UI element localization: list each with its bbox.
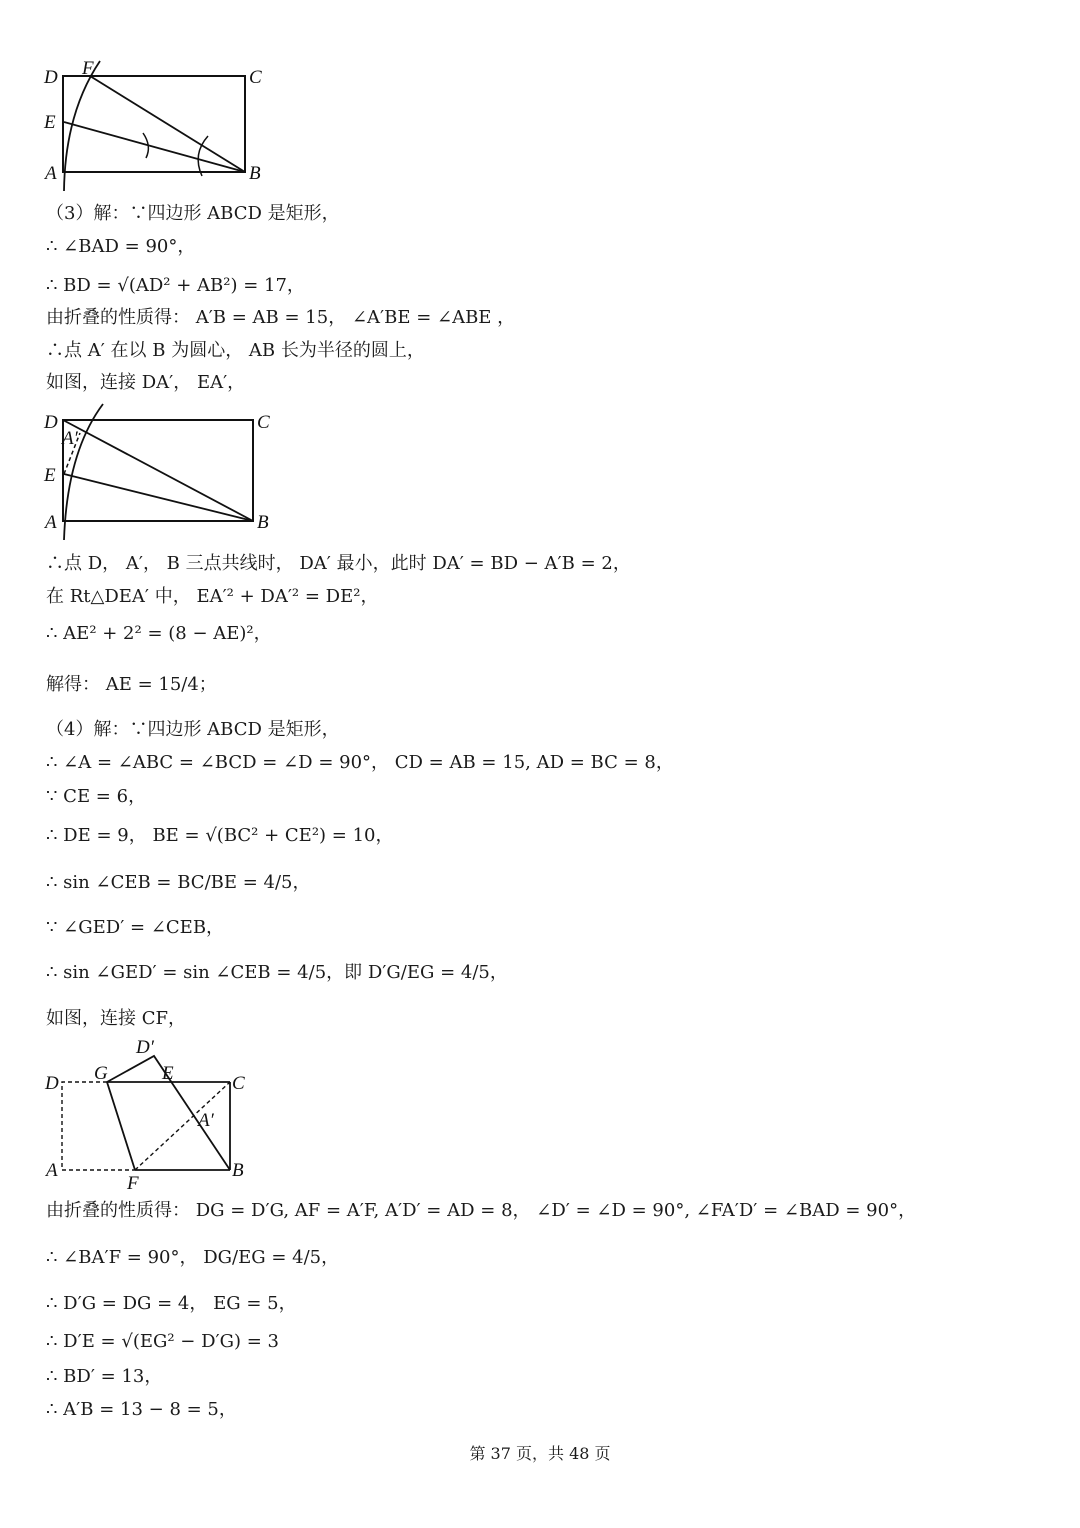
label-c: C <box>232 1073 245 1094</box>
label-a: A <box>45 163 57 184</box>
solution-line: ∴ D′G = DG = 4， EG = 5， <box>46 1293 297 1314</box>
label-f: F <box>82 58 94 79</box>
solution-line: ∵ ∠GED′ = ∠CEB， <box>46 917 225 938</box>
solution-line: ∴ sin ∠CEB = BC/BE = 4/5， <box>46 872 311 893</box>
label-g: G <box>94 1063 108 1084</box>
solution-line: ∴ sin ∠GED′ = sin ∠CEB = 4/5，即 D′G/EG = 4/5， <box>46 962 508 983</box>
label-b: B <box>257 512 269 533</box>
label-e: E <box>162 1063 174 1084</box>
label-d: D <box>44 412 58 433</box>
label-b: B <box>232 1160 244 1181</box>
label-f: F <box>127 1173 139 1194</box>
figure-2-svg <box>40 402 280 537</box>
solution-line: ∴点 A′ 在以 B 为圆心， AB 长为半径的圆上， <box>46 340 425 361</box>
solution-line: ∴ ∠BAD = 90°， <box>46 236 196 257</box>
label-d: D <box>44 67 58 88</box>
arc-mark-2 <box>198 136 208 176</box>
solution-line: ∴ BD = √(AD² + AB²) = 17， <box>46 275 305 296</box>
solution-line: ∴ DE = 9， BE = √(BC² + CE²) = 10， <box>46 825 394 846</box>
solution-line: 解得： AE = 15/4； <box>46 674 217 695</box>
figure-3-svg <box>40 1036 260 1196</box>
segment-eb <box>64 474 253 521</box>
solution-line: ∴ ∠BA′F = 90°， DG/EG = 4/5， <box>46 1247 340 1268</box>
page-footer: 第 37 页，共 48 页 <box>469 1444 611 1463</box>
label-a: A <box>46 1160 58 1181</box>
segment-eb <box>64 122 245 172</box>
solution-line: （3）解：∵四边形 ABCD 是矩形， <box>46 203 340 224</box>
figure-1-svg <box>40 58 280 193</box>
solution-line: ∴ BD′ = 13， <box>46 1366 163 1387</box>
solution-line: 由折叠的性质得： DG = D′G, AF = A′F, A′D′ = AD = 8， ∠D′ = ∠D = 90°, ∠FA′D′ = ∠BAD = 90°， <box>46 1200 917 1221</box>
label-e: E <box>44 465 56 486</box>
segment-fb <box>90 76 245 172</box>
solution-line: ∴ A′B = 13 − 8 = 5， <box>46 1399 237 1420</box>
segment-db <box>63 420 253 521</box>
label-a-prime: A′ <box>62 428 78 449</box>
solution-line: ∴ ∠A = ∠ABC = ∠BCD = ∠D = 90°， CD = AB = 15, AD = BC = 8， <box>46 752 674 773</box>
label-b: B <box>249 163 261 184</box>
rect-abcd <box>63 76 245 172</box>
original-rect-dashed <box>62 1082 135 1170</box>
label-e: E <box>44 112 56 133</box>
label-d-prime: D′ <box>136 1037 154 1058</box>
solution-line: ∴ D′E = √(EG² − D′G) = 3 <box>46 1331 280 1352</box>
solution-line: 如图，连接 CF， <box>46 1008 186 1029</box>
solution-line: 由折叠的性质得： A′B = AB = 15， ∠A′BE = ∠ABE ， <box>46 307 516 328</box>
segment-cf-dashed <box>135 1082 230 1170</box>
solution-line: 如图，连接 DA′， EA′， <box>46 372 246 393</box>
label-a-prime: A′ <box>198 1110 214 1131</box>
label-a: A <box>45 512 57 533</box>
label-c: C <box>257 412 270 433</box>
solution-line: ∴点 D， A′， B 三点共线时， DA′ 最小，此时 DA′ = BD − A′B = 2， <box>46 553 631 574</box>
label-c: C <box>249 67 262 88</box>
figure-3-folded-rectangle <box>40 1036 260 1200</box>
solution-line: ∵ CE = 6， <box>46 786 147 807</box>
solution-line: 在 Rt△DEA′ 中， EA′² + DA′² = DE²， <box>46 586 379 607</box>
solution-line: （4）解：∵四边形 ABCD 是矩形， <box>46 719 340 740</box>
solution-line: ∴ AE² + 2² = (8 − AE)²， <box>46 623 272 644</box>
figure-1-rectangle-arcs <box>40 58 280 197</box>
label-d: D <box>45 1073 59 1094</box>
figure-2-rectangle-fold <box>40 402 280 541</box>
